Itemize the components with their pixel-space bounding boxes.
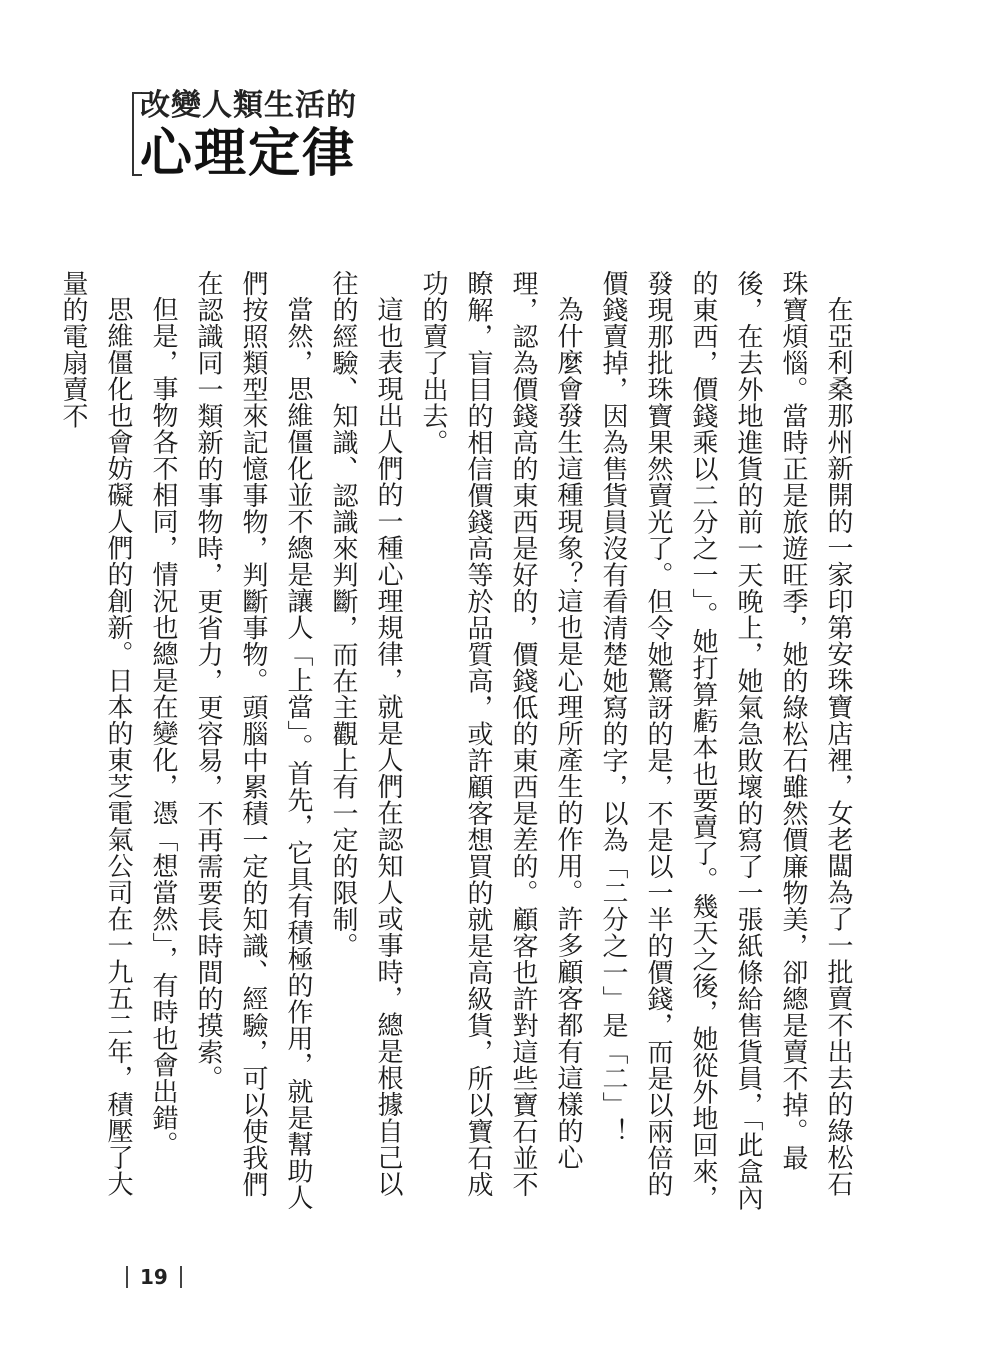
paragraph: 這也表現出人們的一種心理規律，就是人們在認知人或事時，總是根據自己以往的經驗、知識、認識來判斷，而在主觀上有一定的限制。: [328, 270, 403, 1197]
book-title: 心理定律: [140, 123, 357, 184]
paragraph: 思維僵化也會妨礙人們的創新。日本的東芝電氣公司在一九五二年，積壓了大量的電扇賣不: [58, 270, 133, 1197]
page-number-divider-left: [126, 1266, 128, 1288]
paragraph: 當然，思維僵化並不總是讓人「上當」。首先，它具有積極的作用，就是幫助人們按照類型來記憶事物，判斷事物。頭腦中累積一定的知識、經驗，可以使我們在認識同一類新的事物時，更省力，更容易，不再需要長時間的摸索。: [193, 270, 313, 1211]
paragraph: 為什麼會發生這種現象？這也是心理所產生的作用。許多顧客都有這樣的心理，認為價錢高的東西是好的，價錢低的東西是差的。顧客也許對這些寶石並不瞭解，盲目的相信價錢高等於品質高，或許顧客想買的就是高級貨，所以寶石成功的賣了出去。: [418, 270, 583, 1198]
page-number-divider-right: [180, 1266, 182, 1288]
vertical-body-text: [58, 270, 860, 1218]
paragraph: 但是，事物各不相同，情況也總是在變化，憑「想當然」，有時也會出錯。: [148, 296, 178, 1158]
running-header: [128, 88, 428, 184]
page-number: 19: [140, 1265, 168, 1289]
header-bracket-line: [132, 92, 134, 176]
page-footer: [126, 1262, 182, 1292]
book-subtitle: 改變人類生活的: [140, 88, 357, 123]
paragraph: 在亞利桑那州新開的一家印第安珠寶店裡，女老闆為了一批賣不出去的綠松石珠寶煩惱。當時正是旅遊旺季，她的綠松石雖然價廉物美，卻總是賣不掉。最後，在去外地進貨的前一天晚上，她氣急敗壞的寫了一張紙條給售貨員，「此盒內的東西，價錢乘以二分之一」。她打算虧本也要賣了。幾天之後，她從外地回來，發現那批珠寶果然賣光了。但令她驚訝的是，不是以一半的價錢，而是以兩倍的價錢賣掉，因為售貨員沒有看清楚她寫的字，以為「二分之一」是「二」！: [598, 270, 853, 1211]
